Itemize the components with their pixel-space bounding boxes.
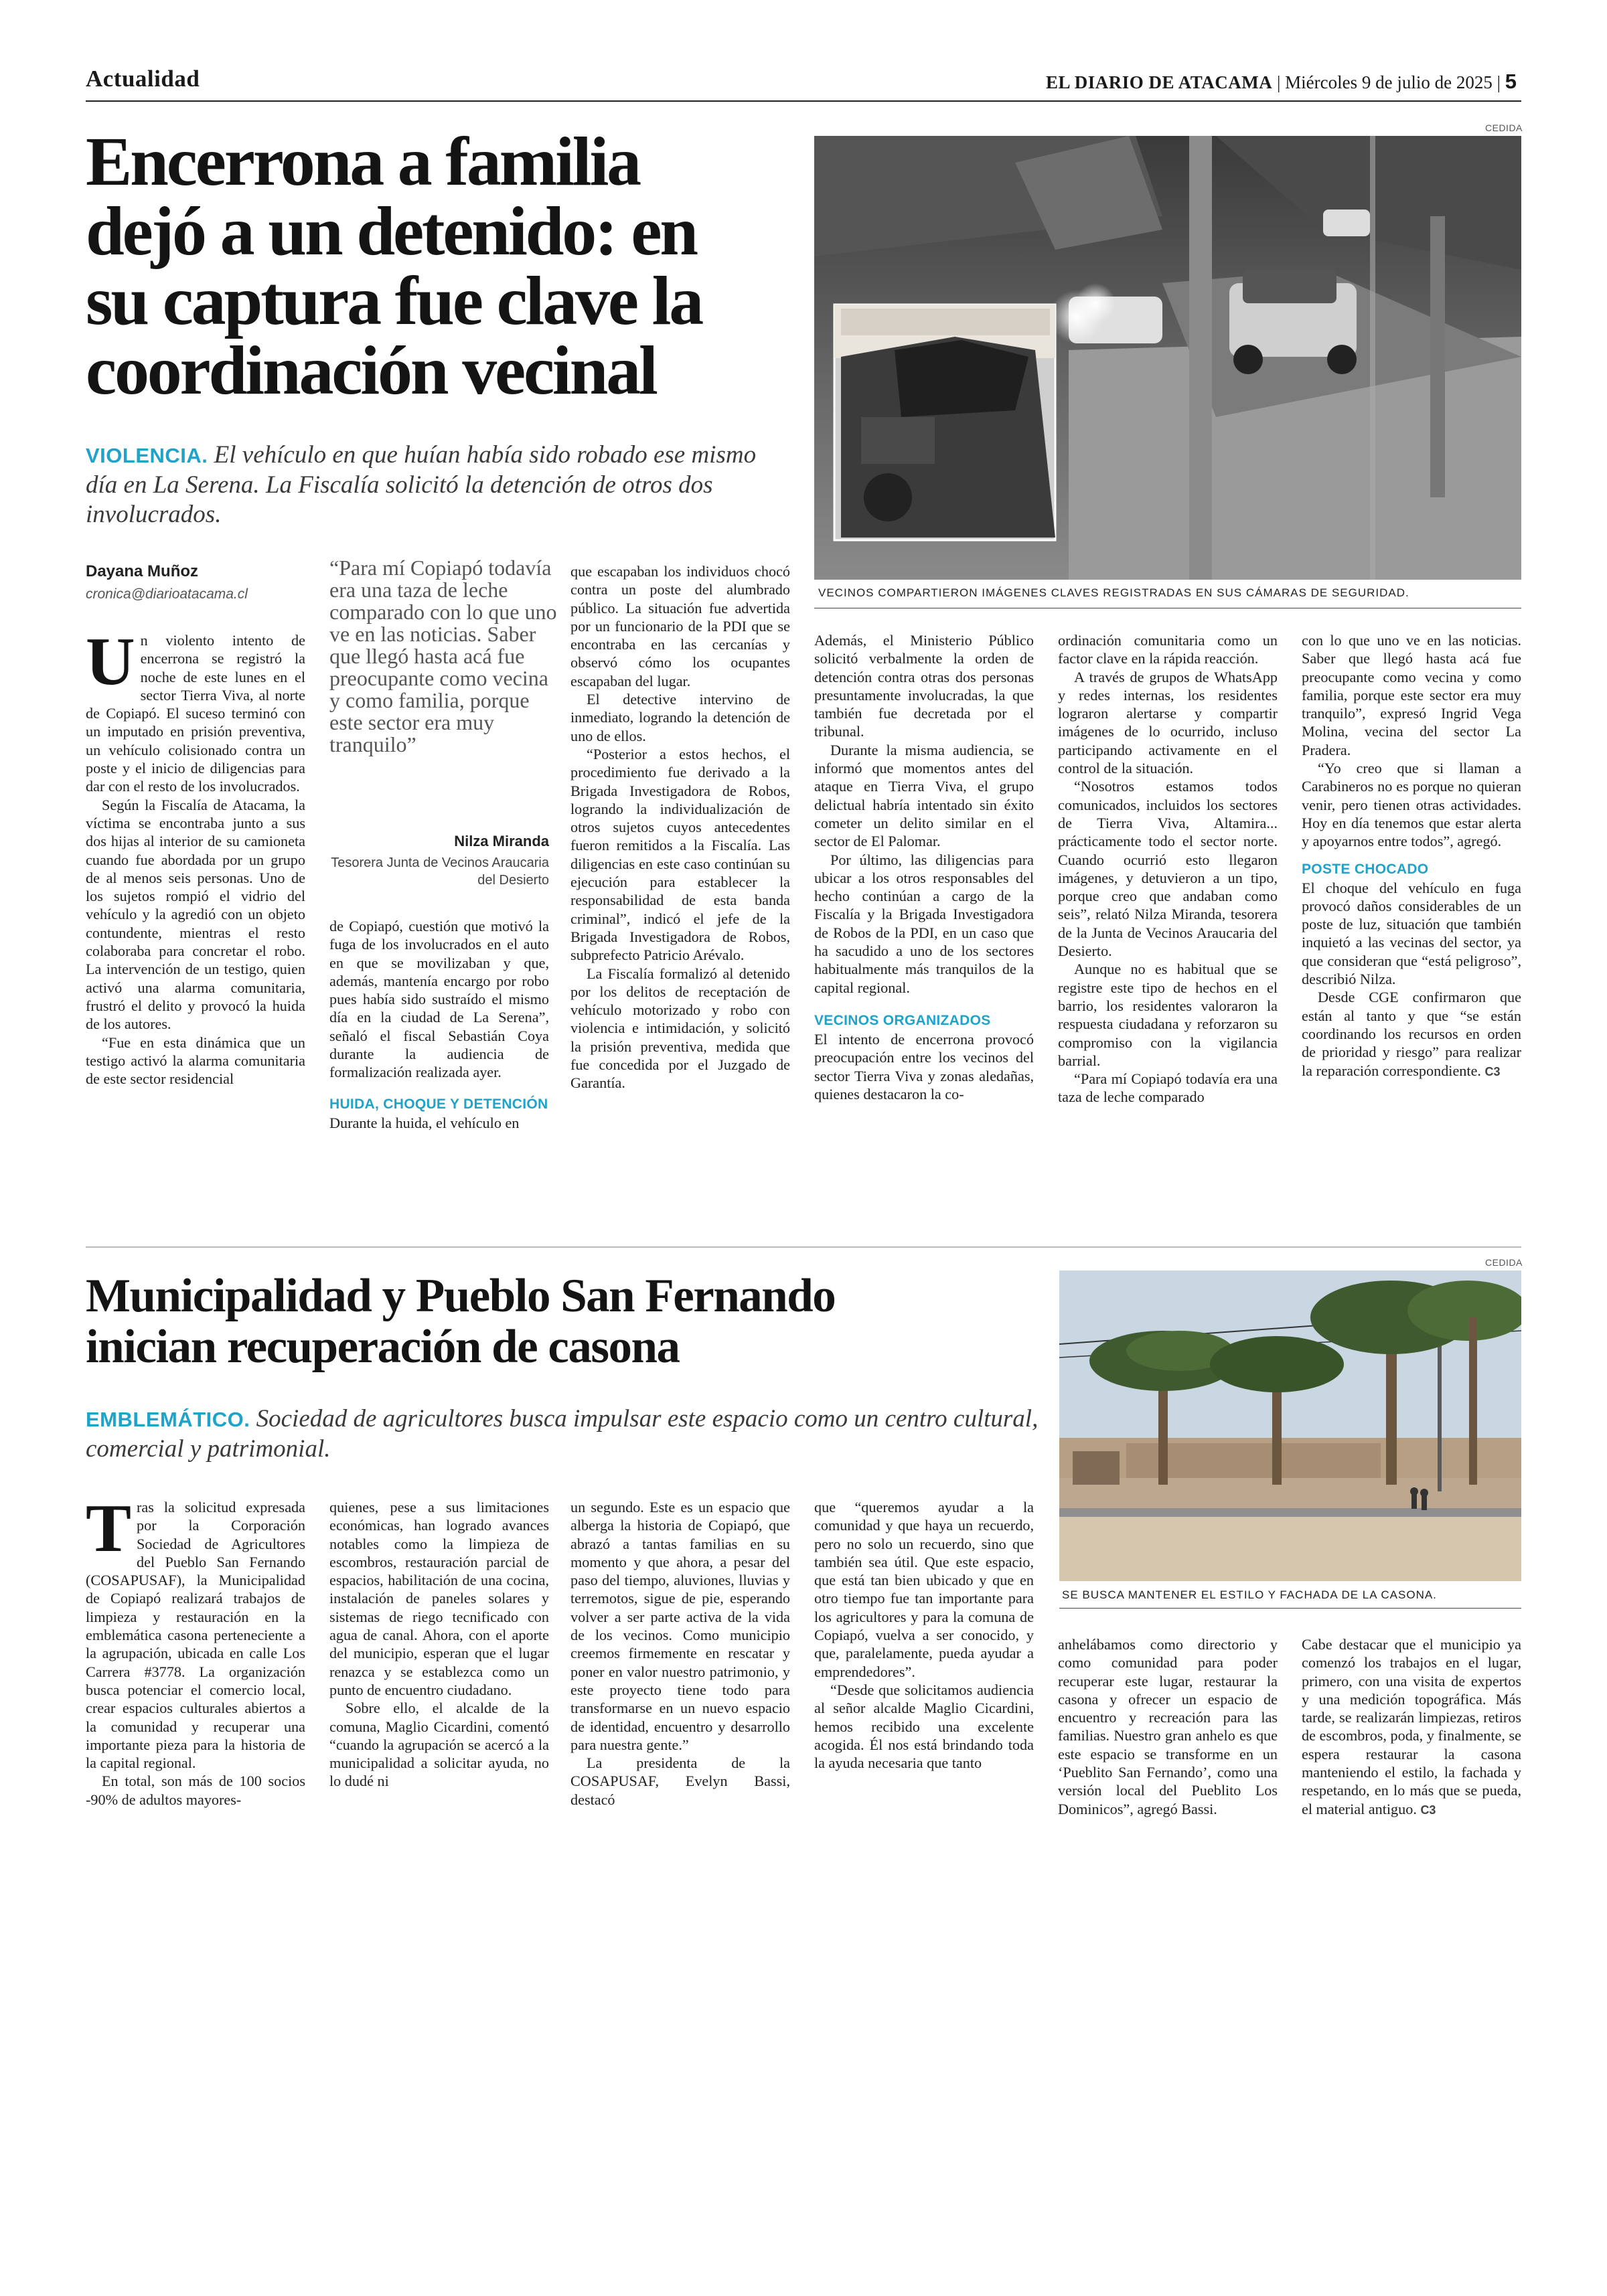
paragraph: En total, son más de 100 socios -90% de adultos mayores- [86, 1773, 305, 1808]
kicker-text: El vehículo en que huían había sido robado ese mismo día en La Serena. La Fiscalía solicitó la detención de otros dos involucrados. [86, 441, 757, 528]
article2-column-1 [86, 1491, 305, 1809]
paragraph: El choque del vehículo en fuga provocó daños considerables de un poste de luz, situación que también inquietó a las vecinas del sector, ya que consideran que “está peligroso”, describió Nilza. [1302, 879, 1521, 988]
subheading: POSTE CHOCADO [1302, 861, 1429, 877]
article1-kicker [86, 440, 769, 529]
photo-caption: VECINOS COMPARTIERON IMÁGENES CLAVES REGISTRADAS EN SUS CÁMARAS DE SEGURIDAD. [818, 586, 1409, 599]
paragraph: Según la Fiscalía de Atacama, la víctima se encontraba junto a sus dos hijas al interior de su camioneta cuando fue abordada por un grupo de al menos seis personas. Uno de los sujetos rompió el vidrio del vehículo y la agredió con un objeto contundente, mientras el resto colaboraba para concretar el robo. La intervención de un testigo, quien activó una alarma comunitaria, frustró el delito y provocó la huida de los autores. [86, 796, 305, 1033]
subheading: VECINOS ORGANIZADOS [814, 1012, 991, 1028]
paragraph: con lo que uno ve en las noticias. Saber que llegó hasta acá fue preocupante como vecina y como familia, porque este sector era muy tranquilo”, expresó Ingrid Vega Molina, vecina del sector La Pradera. [1302, 632, 1521, 758]
paragraph: un segundo. Este es un espacio que alberga la historia de Copiapó, que abrazó a tantas familias en su momento y que ahora, a pesar del paso del tiempo, aluviones, lluvias y terremotos, sigue de pie, esperando volver a ser parte activa de la vida de los vecinos. Como municipio creemos firmemente en rescatar y poner en valor nuestro patrimonio, y este proyecto tiene todo para transformarse en un nuevo espacio de identidad, encuentro y desarrollo para nuestra gente.” [570, 1499, 790, 1753]
header-separator: | [1277, 72, 1281, 92]
paragraph: de Copiapó, cuestión que motivó la fuga de los involucrados en el auto en que se movilizaban y que, además, mantenía encargo por robo pues había sido sustraído el mismo día en la ciudad de La Serena”, señaló el fiscal Sebastián Coya durante la audiencia de formalización realizada ayer. [329, 918, 549, 1081]
paragraph: Desde CGE confirmaron que están al tanto y que “se están coordinando los recursos en orden de prioridad y riesgo” para realizar la reparación correspondiente. [1302, 989, 1521, 1079]
article2-headline [86, 1270, 1077, 1372]
page-number: 5 [1505, 70, 1517, 93]
paragraph: Sobre ello, el alcalde de la comuna, Maglio Cicardini, comentó “cuando la agrupación se acercó a la municipalidad a solicitar ayuda, no lo dudé ni [329, 1700, 549, 1790]
issue-date: Miércoles 9 de julio de 2025 [1285, 72, 1493, 92]
end-mark: C3 [1484, 1064, 1501, 1078]
headline-line: Encerrona a familia [86, 123, 639, 200]
kicker-text: Sociedad de agricultores busca impulsar este espacio como un centro cultural, comercial y patrimonial. [86, 1405, 1039, 1463]
paragraph: La Fiscalía formalizó al detenido por los delitos de receptación de vehículo motorizado y robo con violencia e intimidación, y solicitó la prisión preventiva, medida que fue concedida por el Juzgado de Garantía. [570, 965, 790, 1092]
paragraph: El intento de encerrona provocó preocupación entre los vecinos del sector Tierra Viva y zonas aledañas, quienes destacaron la co- [814, 1030, 1034, 1102]
photo-credit: CEDIDA [1485, 1257, 1523, 1268]
article1-column-5 [1058, 631, 1278, 1106]
kicker-label: EMBLEMÁTICO. [86, 1408, 250, 1431]
pull-quote: “Para mí Copiapó todavía era una taza de leche comparado con lo que uno ve en las noticias. Saber que llegó hasta acá fue preocupante como vecina y como familia, porque este sector era muy tranquilo” [329, 556, 557, 756]
paragraph: Además, el Ministerio Público solicitó verbalmente la orden de detención contra otras dos personas presuntamente involucradas, la que también fue decretada por el tribunal. [814, 632, 1034, 740]
article2-column-3 [570, 1498, 790, 1809]
kicker-label: VIOLENCIA. [86, 444, 208, 467]
header-info [1046, 70, 1517, 94]
photo-caption: SE BUSCA MANTENER EL ESTILO Y FACHADA DE LA CASONA. [1062, 1588, 1437, 1601]
headline-line: Municipalidad y Pueblo San Fernando [86, 1270, 836, 1322]
headline-line: coordinación vecinal [86, 332, 656, 409]
article2-kicker [86, 1404, 1057, 1464]
casona-photo [1059, 1270, 1521, 1581]
paragraph: A través de grupos de WhatsApp y redes internas, los residentes lograron alertarse y compartir imágenes de lo ocurrido, incluso participando activamente en el control de la situación. [1058, 668, 1278, 777]
paragraph: La presidenta de la COSAPUSAF, Evelyn Bassi, destacó [570, 1754, 790, 1808]
article1-column-4 [814, 631, 1034, 1103]
street-night-illustration [814, 136, 1521, 580]
photo-credit: CEDIDA [1485, 122, 1523, 133]
security-camera-photo [814, 136, 1521, 580]
subheading: HUIDA, CHOQUE Y DETENCIÓN [329, 1096, 548, 1112]
paragraph: “Para mí Copiapó todavía era una taza de leche comparado [1058, 1070, 1278, 1106]
paragraph: “Nosotros estamos todos comunicados, incluidos los sectores de Tierra Viva, Altamira... prácticamente todo el sector norte. Cuando ocurrió esto llegaron imágenes, y detuvieron a un tipo, porque creo que andaban como seis”, relató Nilza Miranda, tesorera de la Junta de Vecinos Araucaria del Desierto. [1058, 778, 1278, 960]
quote-attribution-name: Nilza Miranda [454, 833, 549, 849]
paragraph: quienes, pese a sus limitaciones económicas, han logrado avances notables como la limpieza de escombros, restauración parcial de espacios, habilitación de una cocina, instalación de paneles solares y sistemas de riego tecnificado con agua de canal. Ahora, con el aporte del municipio, esperan que el lugar renazca y se establezca como un punto de encuentro ciudadano. [329, 1499, 549, 1698]
header-separator-2: | [1497, 72, 1501, 92]
author-email: cronica@diarioatacama.cl [86, 586, 248, 602]
paragraph: que “queremos ayudar a la comunidad y que haya un recuerdo, pero no solo un recuerdo, sino que también sea útil. Que este espacio, que está tan bien ubicado y que en otro tiempo fue tan importante para los agricultores y para la comuna de Copiapó, vuelva a ser conocido, y que, paralelamente, pueda ayudar a emprendedores”. [814, 1499, 1034, 1680]
paragraph: “Fue en esta dinámica que un testigo activó la alarma comunitaria de este sector residencial [86, 1034, 305, 1088]
article1-column-3 [570, 562, 790, 1092]
paragraph: El detective intervino de inmediato, logrando la detención de uno de ellos. [570, 691, 790, 744]
section-label: Actualidad [86, 66, 200, 92]
paragraph: ras la solicitud expresada por la Corporación Sociedad de Agricultores del Pueblo San Fernando (COSAPUSAF), la Municipalidad de Copiapó realizará trabajos de limpieza y restauración en la emblemática casona perteneciente a la agrupación, ubicada en calle Los Carrera #3778. La organización busca potenciar el comercio local, crear espacios culturales abiertos a la comunidad y recuperar una importante pieza para la historia de la capital regional. [86, 1499, 305, 1772]
dropcap: T [86, 1491, 132, 1566]
paragraph: Cabe destacar que el municipio ya comenzó los trabajos en el lugar, primero, con una visita de expertos y una medición topográfica. Más tarde, se realizarán limpiezas, retiros de escombros, poda, y finalmente, se espera restaurar la casona manteniendo el estilo, la fachada y respetando, en lo más que se pueda, el material antiguo. [1302, 1636, 1521, 1817]
paragraph: Durante la huida, el vehículo en [329, 1114, 520, 1131]
publication-name: EL DIARIO DE ATACAMA [1045, 72, 1273, 92]
paragraph: “Desde que solicitamos audiencia al señor alcalde Maglio Cicardini, hemos recibido una excelente acogida. Él nos está brindando toda la ayuda necesaria que tanto [814, 1681, 1034, 1772]
byline [86, 562, 248, 602]
headline-line: inician recuperación de casona [86, 1321, 680, 1373]
headline-line: dejó a un detenido: en [86, 193, 696, 270]
article2-column-6 [1302, 1635, 1521, 1819]
article-divider [86, 1246, 1521, 1248]
author-name: Dayana Muñoz [86, 562, 199, 580]
article2-column-2 [329, 1498, 549, 1791]
paragraph: Durante la misma audiencia, se informó que momentos antes del ataque en Tierra Viva, el grupo delictual habría intentado sin éxito cometer un delito similar en el sector de El Palomar. [814, 741, 1034, 850]
inset-photo-truck [834, 305, 1055, 540]
paragraph: n violento intento de encerrona se registró la noche de este lunes en el sector Tierra Viva, al norte de Copiapó. El suceso terminó con un imputado en prisión preventiva, un vehículo colisionado contra un poste y el inicio de diligencias para dar con el resto de los involucrados. [86, 632, 305, 795]
paragraph: Por último, las diligencias para ubicar a los otros responsables del hecho continúan a cargo de la Fiscalía y la Brigada Investigadora de Robos de la PDI, en un caso que ha sacudido a uno de los sectores habitualmente más tranquilos de la capital regional. [814, 851, 1034, 996]
article1-column-6 [1302, 631, 1521, 1081]
paragraph: que escapaban los individuos chocó contra un poste del alumbrado público. La situación fue advertida por un funcionario de la PDI que se encontraba en las cercanías y observó cómo los ocupantes escapaban del lugar. [570, 563, 790, 689]
dropcap: U [86, 624, 135, 700]
paragraph: ordinación comunitaria como un factor clave en la rápida reacción. [1058, 632, 1278, 667]
end-mark: C3 [1420, 1803, 1436, 1817]
caption-rule [1059, 1608, 1521, 1609]
header-rule [86, 100, 1521, 102]
article2-column-5 [1058, 1635, 1278, 1818]
quote-attribution-role: Tesorera Junta de Vecinos Araucaria del Desierto [331, 855, 549, 888]
article1-headline [86, 123, 782, 409]
article1-column-1 [86, 624, 305, 1088]
paragraph: anhelábamos como directorio y como comunidad para poder recuperar este lugar, restaurar la casona y ofrecer un espacio de encuentro y recreación para las familias. Nuestro gran anhelo es que este espacio se transforme en un ‘Pueblito San Fernando’, como una versión local del Pueblito Los Dominicos”, agregó Bassi. [1058, 1636, 1278, 1817]
paragraph: “Posterior a estos hechos, el procedimiento fue derivado a la Brigada Investigadora de Robos, logrando la individualización de otros sujetos cuyos antecedentes fueron remitidos a la Fiscalía. Las diligencias en este caso continúan su ejecución para establecer la responsabilidad de esta banda criminal”, indicó el jefe de la Brigada Investigadora de Robos, subprefecto Patricio Arévalo. [570, 745, 790, 964]
casona-palms-illustration [1059, 1270, 1521, 1581]
article1-column-2 [329, 917, 549, 1132]
headline-line: su captura fue clave la [86, 262, 702, 339]
article2-column-4 [814, 1498, 1034, 1772]
paragraph: Aunque no es habitual que se registre este tipo de hechos en el barrio, los residentes valoraron la respuesta ciudadana y reforzaron su compromiso con la vigilancia barrial. [1058, 961, 1278, 1069]
paragraph: “Yo creo que si llaman a Carabineros no es porque no quieran venir, pero tienen otras actividades. Hoy en día tenemos que estar alerta y apoyarnos entre todos”, agregó. [1302, 760, 1521, 850]
